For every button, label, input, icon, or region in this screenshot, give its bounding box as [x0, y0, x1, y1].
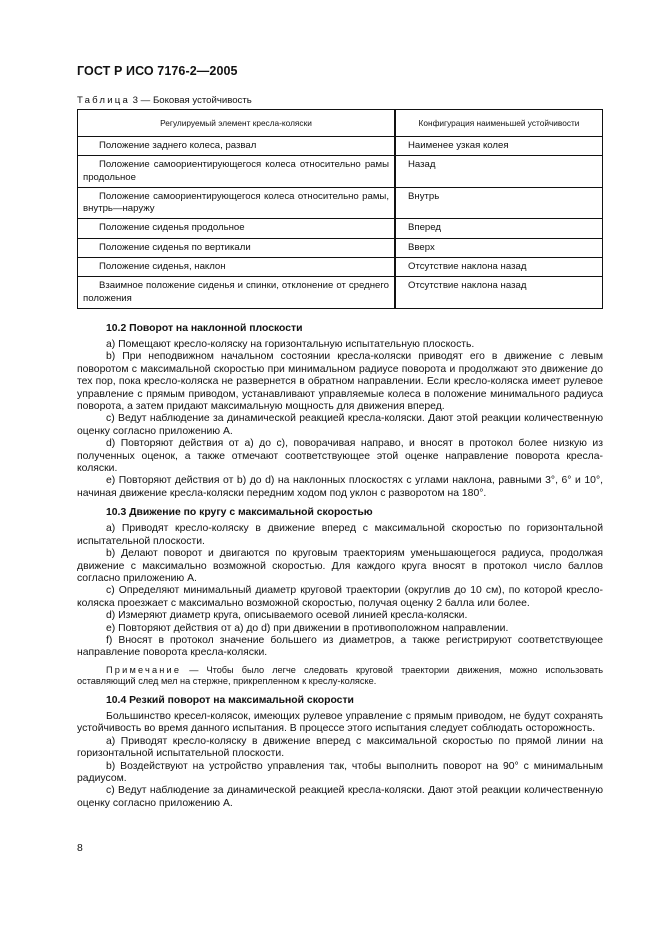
table-row: [78, 277, 603, 309]
table-row: [78, 137, 603, 156]
cell-config: Наименее узкая колея: [395, 137, 603, 156]
cell-element: Положение самоориентирующегося колеса относительно рамы продольное: [78, 156, 396, 188]
table-header-row: [78, 110, 603, 137]
table-caption-title: 3 — Боковая устойчивость: [130, 95, 252, 106]
paragraph-10-2-b: b) При неподвижном начальном состоянии кресла-коляски приводят его в движение с левым поворотом с максимальной скоростью при минимальном радиусе поворота и продолжают это движение до тех пор, пока кресло-коляска не развернется в обратном направлении. Если кресло-коляска имеет рулевое управление с прямым приводом, устанавливают управляемые колеса в положение минимального радиуса поворота, а затем придают максимальную мощность для движения вперед.: [77, 351, 603, 413]
table-row: [78, 187, 603, 219]
lateral-stability-table: [77, 109, 603, 309]
paragraph-10-4-intro: Большинство кресел-колясок, имеющих рулевое управление с прямым приводом, не будут сохранять устойчивость во время данного испытания. В процессе этого испытания следует соблюдать осторожность.: [77, 710, 603, 735]
paragraph-10-3-f: f) Вносят в протокол значение большего из диаметров, а также регистрируют соответствующее направление поворота кресла-коляски.: [77, 634, 603, 659]
cell-element: Положение сиденья по вертикали: [78, 238, 396, 257]
section-heading-10-3: 10.3 Движение по кругу с максимальной скоростью: [106, 507, 373, 519]
paragraph-10-3-a: а) Приводят кресло-коляску в движение вперед с максимальной скоростью по горизонтальной испытательной плоскости.: [77, 523, 603, 547]
paragraph-10-4-b: b) Воздействуют на устройство управления так, чтобы выполнить поворот на 90° с минимальным радиусом.: [77, 760, 603, 784]
paragraph-10-3-d: d) Измеряют диаметр круга, описываемого осевой линией кресла-коляски.: [106, 610, 468, 622]
table-caption: [77, 95, 252, 106]
paragraph-10-2-c: с) Ведут наблюдение за динамической реакцией кресла-коляски. Дают этой реакции количественную оценку согласно приложению А.: [77, 413, 603, 437]
cell-config: Внутрь: [395, 187, 603, 219]
paragraph-10-4-c: с) Ведут наблюдение за динамической реакцией кресла-коляски. Дают этой реакции количественную оценку согласно приложению А.: [77, 785, 603, 809]
column-header-config: Конфигурация наименьшей устойчивости: [395, 110, 603, 137]
cell-config: Назад: [395, 156, 603, 188]
note-label: Примечание: [106, 664, 182, 675]
table-row: [78, 238, 603, 257]
paragraph-10-3-c: с) Определяют минимальный диаметр круговой траектории (округлив до 10 см), по которой кресло-коляска проезжает с максимально возможной скоростью, получая оценку 2 балла или более.: [77, 585, 603, 609]
paragraph-10-2-a: а) Помещают кресло-коляску на горизонтальную испытательную плоскость.: [106, 339, 475, 350]
section-heading-10-2: 10.2 Поворот на наклонной плоскости: [106, 323, 303, 334]
cell-config: Отсутствие наклона назад: [395, 277, 603, 309]
paragraph-10-3-e: е) Повторяют действия от а) до d) при движении в противоположном направлении.: [106, 622, 509, 634]
cell-element: Положение сиденья, наклон: [78, 258, 396, 277]
table-row: [78, 258, 603, 277]
cell-config: Вперед: [395, 219, 603, 238]
section-heading-10-4: 10.4 Резкий поворот на максимальной скорости: [106, 694, 354, 706]
page-number: 8: [77, 843, 83, 854]
table-row: [78, 156, 603, 188]
paragraph-10-2-e: е) Повторяют действия от b) до d) на наклонных плоскостях с углами наклона, равными 3°, 6° и 10°, начиная движение кресла-коляски передним ходом под уклон с разворотом на 180°.: [77, 475, 603, 499]
note-10-3: [77, 665, 603, 688]
cell-element: Взаимное положение сиденья и спинки, отклонение от среднего положения: [78, 277, 396, 309]
paragraph-10-2-d: d) Повторяют действия от а) до с), поворачивая направо, и вносят в протокол более низкую из полученных оценок, а также отмечают соответствующее этой оценке направление поворота кресла-коляски.: [77, 438, 603, 475]
note-text: — Чтобы было легче следовать круговой траектории движения, можно использовать оставляющий след мел на стержне, прикрепленном к креслу-коляске.: [77, 664, 603, 687]
cell-config: Вверх: [395, 238, 603, 257]
column-header-element: Регулируемый элемент кресла-коляски: [78, 110, 396, 137]
cell-element: Положение самоориентирующегося колеса относительно рамы, внутрь—наружу: [78, 187, 396, 219]
cell-element: Положение заднего колеса, развал: [78, 137, 396, 156]
table-caption-label: Таблица: [77, 95, 131, 106]
cell-config: Отсутствие наклона назад: [395, 258, 603, 277]
document-body: [77, 322, 603, 810]
paragraph-10-4-a: а) Приводят кресло-коляску в движение вперед с максимальной скоростью по прямой линии на горизонтальной испытательной плоскости.: [77, 735, 603, 760]
cell-element: Положение сиденья продольное: [78, 219, 396, 238]
paragraph-10-3-b: b) Делают поворот и двигаются по круговым траекториям уменьшающегося радиуса, продолжая движение с максимально возможной скоростью. Для каждого круга вносят в протокол число баллов согласно приложению А.: [77, 548, 603, 584]
table-row: [78, 219, 603, 238]
document-id-header: ГОСТ Р ИСО 7176-2—2005: [77, 64, 238, 78]
